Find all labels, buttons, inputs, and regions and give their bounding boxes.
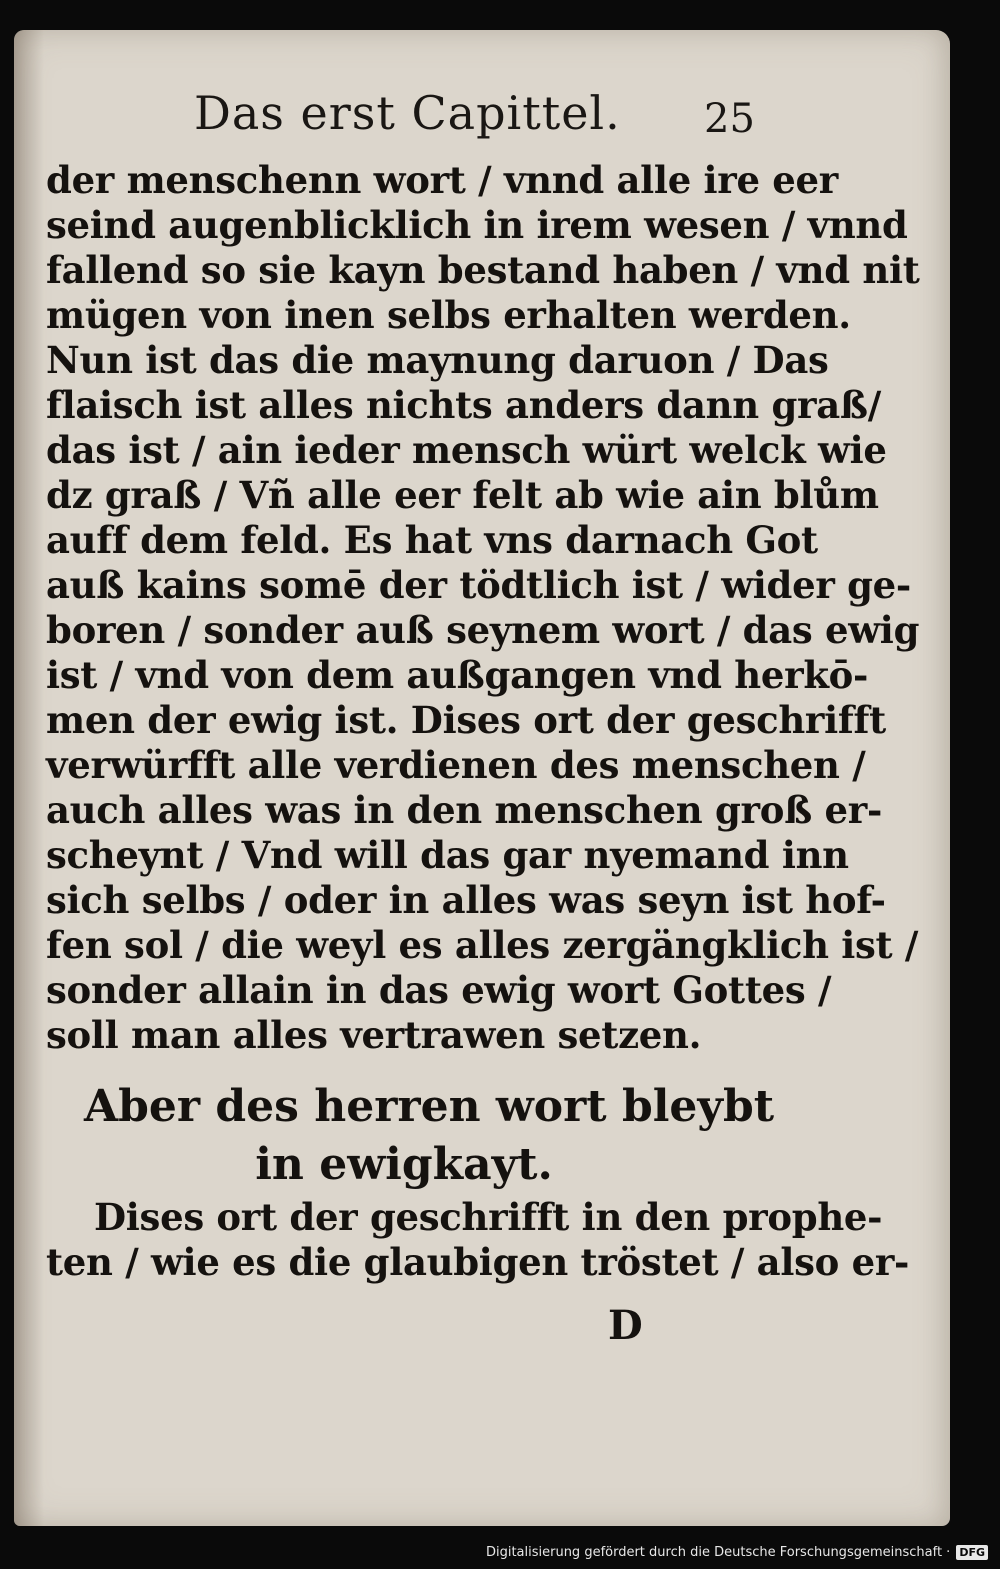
dfg-logo-icon: DFG [956, 1545, 988, 1560]
text-line: auch alles was in den menschen groß er- [46, 788, 882, 832]
text-line: sich selbs / oder in alles was seyn ist hof- [46, 878, 886, 922]
text-line: flaisch ist alles nichts anders dann graß/ [46, 383, 881, 427]
text-line: dz graß / Vñ alle eer felt ab wie ain blům [46, 473, 879, 517]
text-line: Nun ist das die maynung daruon / Das [46, 338, 829, 382]
footer-credit-text: Digitalisierung gefördert durch die Deutsche Forschungsgemeinschaft · [485, 1544, 951, 1560]
text-line: scheynt / Vnd will das gar nyemand inn [46, 833, 849, 877]
text-line: der menschenn wort / vnnd alle ire eer [46, 158, 838, 202]
text-line: ten / wie es die glaubigen tröstet / also er- [46, 1240, 910, 1284]
book-page [14, 30, 950, 1526]
page-number: 25 [704, 96, 755, 142]
footer-credit [486, 1541, 988, 1563]
text-line: soll man alles vertrawen setzen. [46, 1013, 702, 1057]
page-header [14, 86, 950, 146]
catchword: D [608, 1302, 643, 1349]
text-line: fallend so sie kayn bestand haben / vnd nit [46, 248, 920, 292]
body-text [46, 158, 920, 1058]
text-line: das ist / ain ieder mensch würt welck wie [46, 428, 887, 472]
body-text-continued [46, 1195, 910, 1285]
text-line: men der ewig ist. Dises ort der geschrifft [46, 698, 886, 742]
text-line: fen sol / die weyl es alles zergängklich ist / [46, 923, 919, 967]
text-line: seind augenblicklich in irem wesen / vnnd [46, 203, 908, 247]
running-head: Das erst Capittel. [194, 86, 621, 140]
text-line: auff dem feld. Es hat vns darnach Got [46, 518, 818, 562]
section-heading [84, 1078, 775, 1194]
text-line: mügen von inen selbs erhalten werden. [46, 293, 851, 337]
text-line: ist / vnd von dem außgangen vnd herkō- [46, 653, 869, 697]
text-line: verwürfft alle verdienen des menschen / [46, 743, 866, 787]
text-line: Dises ort der geschrifft in den prophe- [94, 1195, 883, 1239]
heading-line-1: Aber des herren wort bleybt [84, 1081, 775, 1132]
text-line: sonder allain in das ewig wort Gottes / [46, 968, 832, 1012]
heading-line-2: in ewigkayt. [255, 1139, 553, 1190]
text-line: boren / sonder auß seynem wort / das ewig [46, 608, 920, 652]
text-line: auß kains somē der tödtlich ist / wider ge- [46, 563, 911, 607]
